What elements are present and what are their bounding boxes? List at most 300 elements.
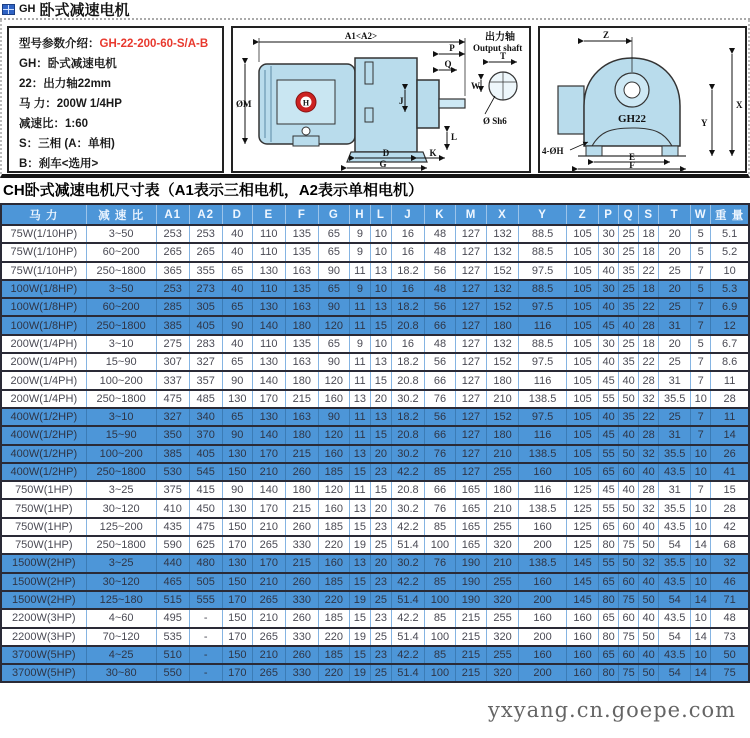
cell: 320 xyxy=(487,591,519,609)
cell: 23 xyxy=(370,463,391,481)
cell: 11 xyxy=(349,481,370,499)
cell: 100 xyxy=(424,536,455,554)
cell: 327 xyxy=(156,408,189,426)
cell: 105 xyxy=(567,445,599,463)
cell: 200 xyxy=(519,536,567,554)
model-cast-label: GH22 xyxy=(617,113,647,125)
cell: 505 xyxy=(189,573,222,591)
cell: 127 xyxy=(455,353,486,371)
cell: 76 xyxy=(424,499,455,517)
cell: 30~120 xyxy=(86,573,156,591)
column-header: H xyxy=(349,204,370,225)
column-header: J xyxy=(391,204,424,225)
cell: 11 xyxy=(711,408,749,426)
cell: 80 xyxy=(599,591,619,609)
cell: 100 xyxy=(424,628,455,646)
cell: 54 xyxy=(659,591,691,609)
cell: 320 xyxy=(487,628,519,646)
cell: 28 xyxy=(711,499,749,517)
cell: 25 xyxy=(659,408,691,426)
cell: 337 xyxy=(156,371,189,389)
cell: 3~50 xyxy=(86,280,156,298)
cell: 55 xyxy=(599,445,619,463)
cell: 43.5 xyxy=(659,518,691,536)
cell: 31 xyxy=(659,481,691,499)
cell: 54 xyxy=(659,664,691,682)
cell: 410 xyxy=(156,499,189,517)
cell: 160 xyxy=(519,646,567,664)
cell: 255 xyxy=(487,518,519,536)
cell: 6.9 xyxy=(711,298,749,316)
cell: 11 xyxy=(349,298,370,316)
cell: 22 xyxy=(639,353,659,371)
cell: 210 xyxy=(487,499,519,517)
cell: 23 xyxy=(370,573,391,591)
cell: 75 xyxy=(619,628,639,646)
cell: 116 xyxy=(519,481,567,499)
dim-l-label: L xyxy=(451,132,458,142)
cell: 18.2 xyxy=(391,353,424,371)
cell: 163 xyxy=(285,353,318,371)
cell: 18.2 xyxy=(391,408,424,426)
cell: 20 xyxy=(370,554,391,572)
cell: 50 xyxy=(619,554,639,572)
cell: 160 xyxy=(519,573,567,591)
cell: 105 xyxy=(567,262,599,280)
cell: 165 xyxy=(455,536,486,554)
column-header: G xyxy=(318,204,349,225)
watermark-text: yxyang.cn.goepe.com xyxy=(488,698,737,722)
cell: 105 xyxy=(567,390,599,408)
cell: 10 xyxy=(691,609,711,627)
cell: 88.5 xyxy=(519,243,567,261)
cell: 220 xyxy=(318,591,349,609)
cell: 65 xyxy=(318,243,349,261)
cell: 127 xyxy=(455,298,486,316)
cell: - xyxy=(189,646,222,664)
cell: 160 xyxy=(519,609,567,627)
cell: 215 xyxy=(455,628,486,646)
dim-m-label: ØM xyxy=(236,99,252,109)
cell: 3~10 xyxy=(86,408,156,426)
cell: 13 xyxy=(370,262,391,280)
param-model-code: GH-22-200-60-S/A-B xyxy=(99,38,209,50)
cell: 185 xyxy=(318,573,349,591)
cell: 138.5 xyxy=(519,554,567,572)
cell: 127 xyxy=(455,316,486,334)
cell: 215 xyxy=(455,609,486,627)
column-header: Q xyxy=(619,204,639,225)
cell: 11 xyxy=(349,316,370,334)
cell: 135 xyxy=(285,225,318,243)
cell: 163 xyxy=(285,408,318,426)
table-row xyxy=(1,280,749,298)
cell: 3~10 xyxy=(86,335,156,353)
top-section xyxy=(0,20,750,178)
cell: 105 xyxy=(567,408,599,426)
table-row xyxy=(1,591,749,609)
cell: 15 xyxy=(349,463,370,481)
cell: 65 xyxy=(318,225,349,243)
table-row xyxy=(1,463,749,481)
dim-d-label: D xyxy=(382,148,390,158)
cell: 85 xyxy=(424,609,455,627)
cell: 120 xyxy=(318,481,349,499)
cell: 42.2 xyxy=(391,609,424,627)
cell: 56 xyxy=(424,262,455,280)
param-intro-label: 型号参数介绍： xyxy=(19,38,100,50)
cell: 97.5 xyxy=(519,408,567,426)
cell: 10 xyxy=(370,335,391,353)
cell: 285 xyxy=(156,298,189,316)
cell: 215 xyxy=(285,390,318,408)
cell: 56 xyxy=(424,298,455,316)
table-title: CH卧式减速电机尺寸表（A1表示三相电机，A2表示单相电机） xyxy=(3,182,424,199)
cell: 220 xyxy=(318,664,349,682)
cell: 16 xyxy=(391,280,424,298)
table-row xyxy=(1,298,749,316)
cell: 48 xyxy=(424,243,455,261)
cell: 42.2 xyxy=(391,463,424,481)
cell: 110 xyxy=(252,225,285,243)
cell: 14 xyxy=(691,664,711,682)
cell: 180 xyxy=(487,316,519,334)
dim-w-label: W xyxy=(471,81,480,91)
cell: 70~120 xyxy=(86,628,156,646)
table-row xyxy=(1,628,749,646)
side-view-drawing xyxy=(233,28,529,171)
cell: 30 xyxy=(599,335,619,353)
cell: 283 xyxy=(189,335,222,353)
cell: 100W(1/8HP) xyxy=(1,280,86,298)
cell: 330 xyxy=(285,664,318,682)
cell: 4~25 xyxy=(86,646,156,664)
cell: 135 xyxy=(285,243,318,261)
cell: 152 xyxy=(487,408,519,426)
cell: 273 xyxy=(189,280,222,298)
cell: 7 xyxy=(691,353,711,371)
cell: 185 xyxy=(318,646,349,664)
cell: 75 xyxy=(711,664,749,682)
cell: 530 xyxy=(156,463,189,481)
cell: 85 xyxy=(424,518,455,536)
dim-a1a2-label: A1<A2> xyxy=(344,31,378,41)
column-header: 马 力 xyxy=(1,204,86,225)
cell: 65 xyxy=(599,573,619,591)
cell: 357 xyxy=(189,371,222,389)
table-row xyxy=(1,225,749,243)
output-shaft-label-cn: 出力轴 xyxy=(485,32,515,43)
cell: 5 xyxy=(691,280,711,298)
cell: 185 xyxy=(318,518,349,536)
cell: 30~120 xyxy=(86,499,156,517)
cell: 28 xyxy=(639,371,659,389)
cell: 140 xyxy=(252,371,285,389)
cell: 750W(1HP) xyxy=(1,499,86,517)
cell: 25 xyxy=(619,335,639,353)
cell: 165 xyxy=(455,499,486,517)
cell: 475 xyxy=(156,390,189,408)
cell: 127 xyxy=(455,335,486,353)
cell: 255 xyxy=(487,463,519,481)
cell: 10 xyxy=(691,518,711,536)
column-header: Y xyxy=(519,204,567,225)
cell: 275 xyxy=(156,335,189,353)
dim-g-label: G xyxy=(379,159,387,169)
cell: 65 xyxy=(599,518,619,536)
cell: 105 xyxy=(567,426,599,444)
cell: 215 xyxy=(285,499,318,517)
cell: 170 xyxy=(222,591,252,609)
cell: 13 xyxy=(370,353,391,371)
cell: 150 xyxy=(222,463,252,481)
column-header: 重 量 xyxy=(711,204,749,225)
cell: 28 xyxy=(639,426,659,444)
cell: 590 xyxy=(156,536,189,554)
table-row xyxy=(1,243,749,261)
cell: 6.7 xyxy=(711,335,749,353)
param-line: B：刹车<选用> xyxy=(19,158,99,170)
cell: 127 xyxy=(455,262,486,280)
cell: 127 xyxy=(455,426,486,444)
param-line: 减速比：1:60 xyxy=(19,118,89,130)
cell: 265 xyxy=(252,591,285,609)
cell: 160 xyxy=(567,646,599,664)
cell: 90 xyxy=(318,262,349,280)
cell: 35.5 xyxy=(659,554,691,572)
cell: 100W(1/8HP) xyxy=(1,298,86,316)
cell: 210 xyxy=(252,646,285,664)
cell: 163 xyxy=(285,298,318,316)
cell: 45 xyxy=(599,371,619,389)
page-title: 卧式减速电机 xyxy=(39,1,130,19)
cell: 152 xyxy=(487,298,519,316)
cell: 110 xyxy=(252,243,285,261)
cell: 12 xyxy=(711,316,749,334)
cell: 16 xyxy=(391,335,424,353)
cell: 7 xyxy=(691,408,711,426)
cell: 120 xyxy=(318,371,349,389)
cell: 65 xyxy=(318,335,349,353)
cell: 76 xyxy=(424,390,455,408)
cell: 65 xyxy=(318,280,349,298)
cell: 5 xyxy=(691,243,711,261)
cell: 160 xyxy=(567,609,599,627)
cell: 15 xyxy=(370,426,391,444)
cell: 50 xyxy=(639,628,659,646)
cell: 90 xyxy=(222,481,252,499)
dim-k-label: K xyxy=(429,148,437,158)
cell: 125 xyxy=(567,536,599,554)
cell: 50 xyxy=(711,646,749,664)
cell: 35.5 xyxy=(659,445,691,463)
cell: 65 xyxy=(599,646,619,664)
cell: 4~60 xyxy=(86,609,156,627)
cell: 66 xyxy=(424,426,455,444)
cell: 11 xyxy=(349,426,370,444)
cell: 250~1800 xyxy=(86,390,156,408)
cell: 40 xyxy=(222,225,252,243)
cell: 215 xyxy=(455,664,486,682)
cell: 75W(1/10HP) xyxy=(1,225,86,243)
cell: 31 xyxy=(659,371,691,389)
cell: 19 xyxy=(349,591,370,609)
cell: 88.5 xyxy=(519,335,567,353)
cell: 11 xyxy=(349,408,370,426)
cell: 15~90 xyxy=(86,426,156,444)
cell: 9 xyxy=(349,335,370,353)
cell: 73 xyxy=(711,628,749,646)
cell: 160 xyxy=(567,664,599,682)
cell: 60 xyxy=(619,609,639,627)
cell: 200 xyxy=(519,628,567,646)
cell: 132 xyxy=(487,225,519,243)
table-row xyxy=(1,554,749,572)
cell: 20 xyxy=(659,335,691,353)
cell: 97.5 xyxy=(519,298,567,316)
cell: 13 xyxy=(370,298,391,316)
cell: 65 xyxy=(222,262,252,280)
cell: 40 xyxy=(639,573,659,591)
cell: 110 xyxy=(252,335,285,353)
cell: 35 xyxy=(619,298,639,316)
cell: 400W(1/2HP) xyxy=(1,445,86,463)
cell: 130 xyxy=(252,298,285,316)
cell: 495 xyxy=(156,609,189,627)
table-row xyxy=(1,426,749,444)
cell: 150 xyxy=(222,573,252,591)
cell: 105 xyxy=(567,280,599,298)
cell: 180 xyxy=(487,481,519,499)
cell: 40 xyxy=(639,609,659,627)
cell: 65 xyxy=(222,353,252,371)
cell: 125~200 xyxy=(86,518,156,536)
cell: 210 xyxy=(487,445,519,463)
cell: 20.8 xyxy=(391,316,424,334)
cell: 350 xyxy=(156,426,189,444)
table-row xyxy=(1,518,749,536)
cell: 42.2 xyxy=(391,518,424,536)
cell: 210 xyxy=(487,390,519,408)
cell: 18.2 xyxy=(391,298,424,316)
cell: 375 xyxy=(156,481,189,499)
cell: 110 xyxy=(252,280,285,298)
cell: 68 xyxy=(711,536,749,554)
cell: 170 xyxy=(252,445,285,463)
cell: 7 xyxy=(691,262,711,280)
cell: 160 xyxy=(567,628,599,646)
table-row xyxy=(1,499,749,517)
column-header: T xyxy=(659,204,691,225)
table-row xyxy=(1,536,749,554)
cell: 265 xyxy=(156,243,189,261)
cell: 15 xyxy=(370,481,391,499)
cell: 5 xyxy=(691,225,711,243)
cell: 97.5 xyxy=(519,262,567,280)
cell: 19 xyxy=(349,536,370,554)
cell: 105 xyxy=(567,316,599,334)
cell: 75W(1/10HP) xyxy=(1,262,86,280)
cell: 385 xyxy=(156,316,189,334)
cell: 138.5 xyxy=(519,445,567,463)
cell: 26 xyxy=(711,445,749,463)
cell: 48 xyxy=(424,280,455,298)
cell: 90 xyxy=(222,316,252,334)
cell: 65 xyxy=(222,408,252,426)
cell: 100 xyxy=(424,664,455,682)
cell: 88.5 xyxy=(519,225,567,243)
cell: 9 xyxy=(349,225,370,243)
cell: 50 xyxy=(639,591,659,609)
cell: 160 xyxy=(519,518,567,536)
cell: 11 xyxy=(349,262,370,280)
cell: 480 xyxy=(189,554,222,572)
cell: 185 xyxy=(318,609,349,627)
cell: 210 xyxy=(252,609,285,627)
cell: 1500W(2HP) xyxy=(1,573,86,591)
cell: 165 xyxy=(455,518,486,536)
table-row xyxy=(1,445,749,463)
cell: 405 xyxy=(189,445,222,463)
cell: 250~1800 xyxy=(86,262,156,280)
cell: 7 xyxy=(691,481,711,499)
table-row xyxy=(1,408,749,426)
cell: 163 xyxy=(285,262,318,280)
cell: 51.4 xyxy=(391,536,424,554)
cell: 85 xyxy=(424,646,455,664)
cell: 40 xyxy=(619,316,639,334)
column-header: A2 xyxy=(189,204,222,225)
cell: 260 xyxy=(285,573,318,591)
cell: 400W(1/2HP) xyxy=(1,463,86,481)
cell: 170 xyxy=(222,664,252,682)
cell: 30.2 xyxy=(391,554,424,572)
cell: 15 xyxy=(349,609,370,627)
cell: 51.4 xyxy=(391,628,424,646)
cell: 45 xyxy=(599,481,619,499)
table-row xyxy=(1,390,749,408)
cell: 215 xyxy=(285,445,318,463)
cell: 180 xyxy=(487,426,519,444)
column-header: A1 xyxy=(156,204,189,225)
cell: 7 xyxy=(691,316,711,334)
cell: 185 xyxy=(318,463,349,481)
param-line: 马 力：200W 1/4HP xyxy=(19,98,122,110)
cell: 1500W(2HP) xyxy=(1,591,86,609)
cell: 90 xyxy=(222,426,252,444)
cell: 132 xyxy=(487,335,519,353)
cell: 16 xyxy=(391,225,424,243)
cell: 20.8 xyxy=(391,371,424,389)
cell: 14 xyxy=(691,628,711,646)
cell: 15 xyxy=(370,371,391,389)
cell: 19 xyxy=(349,664,370,682)
cell: 105 xyxy=(567,335,599,353)
cell: 18 xyxy=(639,280,659,298)
cell: 43.5 xyxy=(659,609,691,627)
dim-q-label: Q xyxy=(444,59,452,69)
cell: 13 xyxy=(349,499,370,517)
table-row xyxy=(1,609,749,627)
cell: 160 xyxy=(318,554,349,572)
cell: 180 xyxy=(285,371,318,389)
cell: 40 xyxy=(619,371,639,389)
cell: 135 xyxy=(285,335,318,353)
param-line: GH：卧式减速电机 xyxy=(19,58,117,70)
cell: 210 xyxy=(487,554,519,572)
cell: 41 xyxy=(711,463,749,481)
cell: 56 xyxy=(424,353,455,371)
